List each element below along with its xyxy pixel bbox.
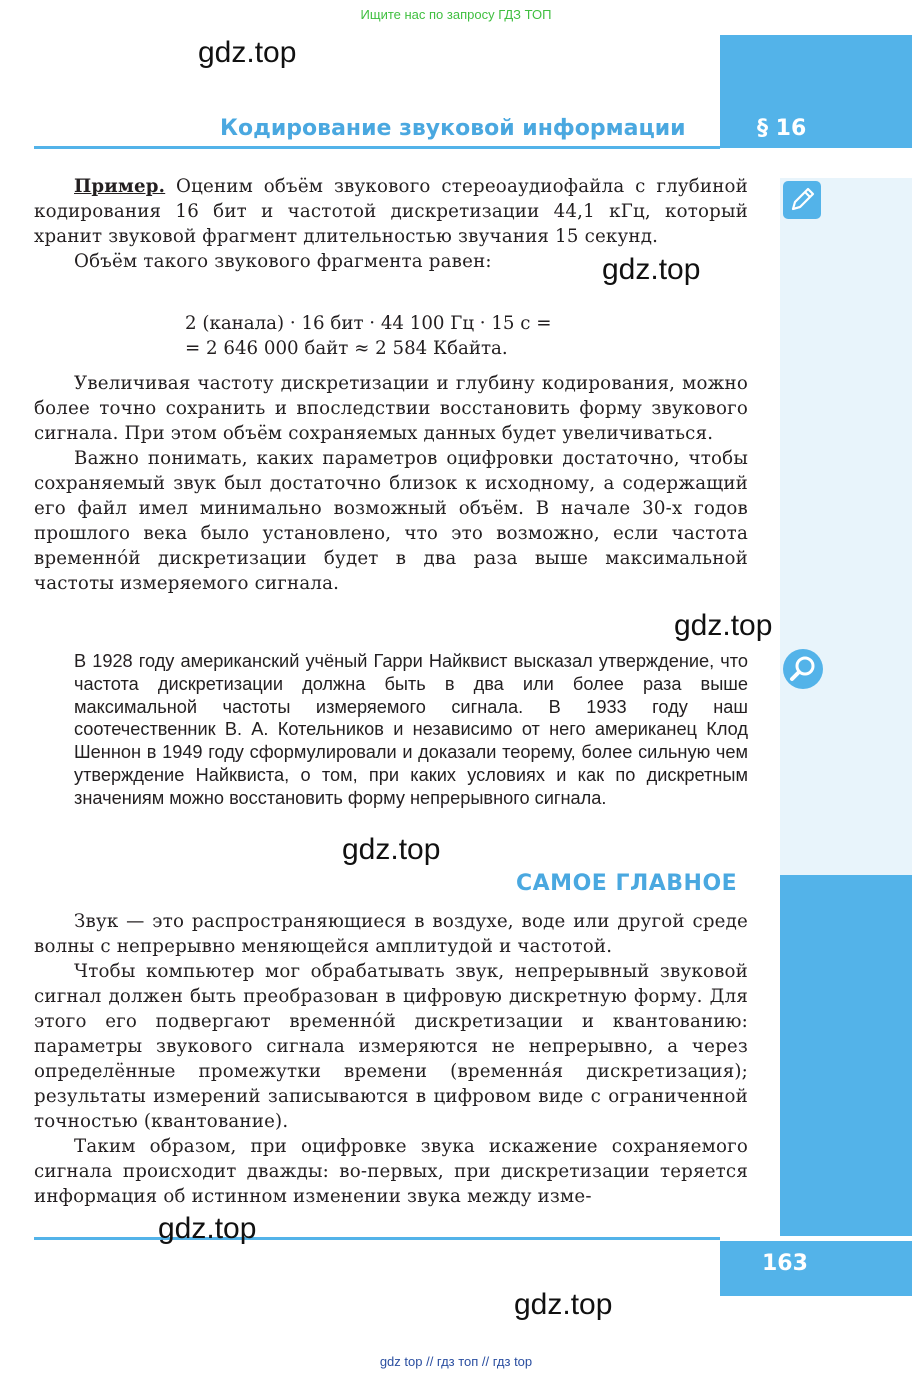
watermark: gdz.top bbox=[198, 36, 297, 69]
page-number-tab bbox=[720, 1241, 912, 1296]
example-paragraph bbox=[34, 174, 748, 249]
pencil-icon bbox=[783, 181, 821, 219]
section-number: § 16 bbox=[757, 116, 807, 141]
example-lead: Пример. bbox=[74, 176, 166, 197]
side-margin-summary-strip bbox=[780, 875, 912, 1236]
chapter-title: Кодирование звуковой информации bbox=[220, 116, 686, 141]
top-banner[interactable]: Ищите нас по запросу ГДЗ ТОП bbox=[360, 7, 552, 22]
main-text bbox=[34, 371, 748, 596]
summary-paragraph: Таким образом, при оцифровке звука искажение сохраняемого сигнала происходит дважды: во-первых, при дискретизации теряется информация об истинном изменении звука между изме- bbox=[34, 1136, 748, 1207]
footer-rule bbox=[34, 1237, 720, 1240]
summary-paragraph: Звук — это распространяющиеся в воздухе, воде или другой среде волны с непрерывно меняющейся амплитудой и частотой. bbox=[34, 911, 748, 957]
bottom-links[interactable]: gdz top // гдз топ // гдз top bbox=[379, 1354, 533, 1369]
summary-paragraph: Чтобы компьютер мог обрабатывать звук, непрерывный звуковой сигнал должен быть преобразован в цифровую дискретную форму. Для этого его подвергают временно́й дискретизации и квантованию: параметры звукового сигнала измеряются не непрерывно, а через определённые промежутки времени (временна́я дискретизация); результаты измерений записываются в цифровом виде с ограниченной точностью (квантование). bbox=[34, 961, 748, 1132]
watermark: gdz.top bbox=[342, 833, 441, 866]
magnifier-icon bbox=[783, 649, 823, 689]
example-volume-intro: Объём такого звукового фрагмента равен: bbox=[74, 251, 492, 272]
watermark: gdz.top bbox=[158, 1212, 257, 1245]
section-tab bbox=[720, 35, 912, 148]
paragraph: Важно понимать, каких параметров оцифровки достаточно, чтобы сохраняемый звук был достаточно близок к исходному, а содержащий его файл имел минимально возможный объём. В начале 30-х годов прошлого века было установлено, что это возможно, если частота временно́й дискретизации будет в два раза выше максимальной частоты измеряемого сигнала. bbox=[34, 448, 748, 594]
watermark: gdz.top bbox=[674, 609, 773, 642]
summary-text bbox=[34, 909, 748, 1209]
watermark: gdz.top bbox=[514, 1288, 613, 1321]
watermark: gdz.top bbox=[602, 253, 701, 286]
example-text: Оценим объём звукового стереоаудиофайла с глубиной кодирования 16 бит и частотой дискретизации 44,1 кГц, который хранит звуковой фрагмент длительностью звучания 15 секунд. bbox=[34, 176, 748, 247]
paragraph: Увеличивая частоту дискретизации и глубину кодирования, можно более точно сохранить и впоследствии восстановить форму звукового сигнала. При этом объём сохраняемых данных будет увеличиваться. bbox=[34, 373, 748, 444]
formula-line-1: 2 (канала) · 16 бит · 44 100 Гц · 15 с = bbox=[185, 313, 552, 334]
formula-line-2: = 2 646 000 байт ≈ 2 584 Кбайта. bbox=[185, 338, 508, 359]
summary-heading: САМОЕ ГЛАВНОЕ bbox=[516, 871, 738, 896]
historical-note: В 1928 году американский учёный Гарри Найквист высказал утверждение, что частота дискретизации должна быть в два или более раза выше максимальной частоты измеряемого сигнала. В 1933 году наш соотечественник В. А. Котельников и независимо от него американец Клод Шеннон в 1949 году сформулировали и доказали теорему, более сильную чем утверждение Найквиста, о том, при каких условиях и как по дискретным значениям можно восстановить форму непрерывного сигнала. bbox=[74, 651, 748, 808]
page-number: 163 bbox=[762, 1251, 808, 1276]
header-rule bbox=[34, 146, 720, 149]
